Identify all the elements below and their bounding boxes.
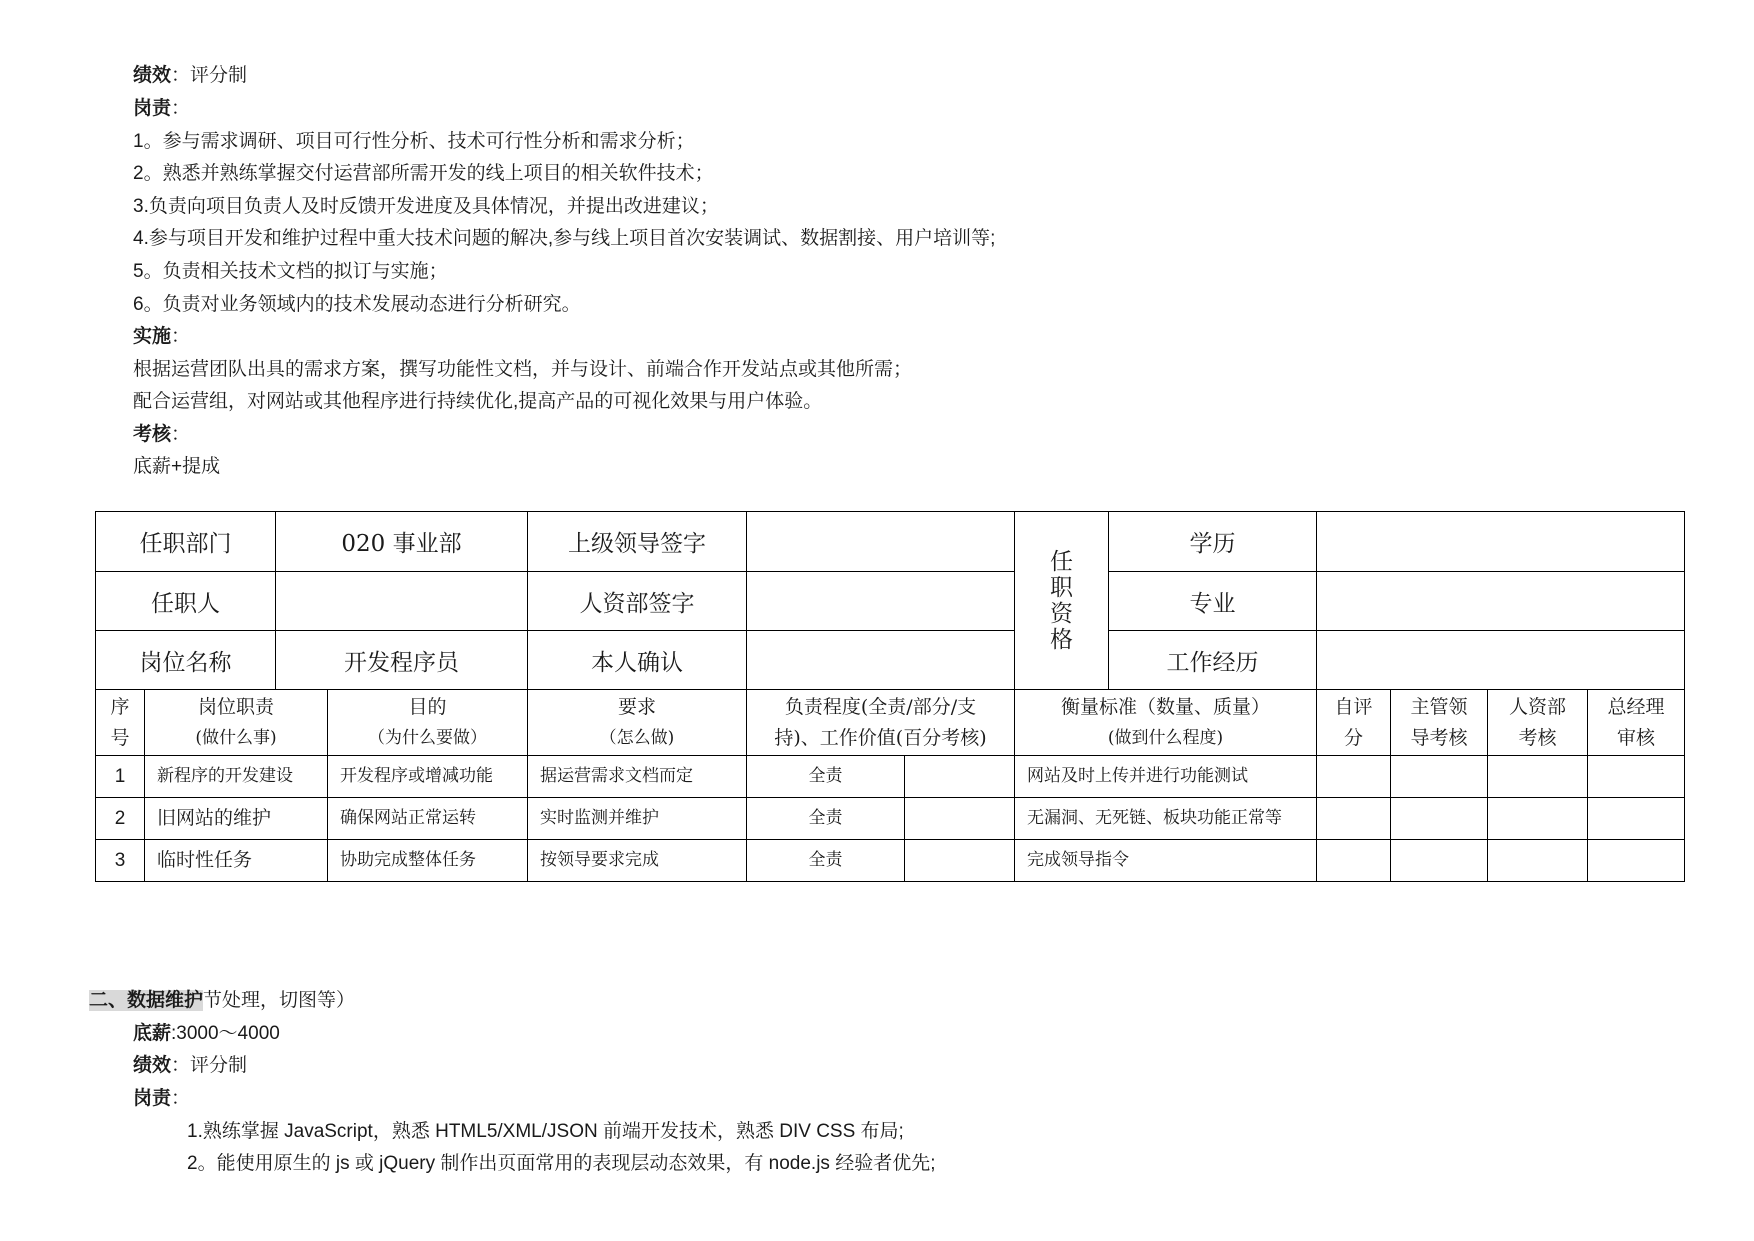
row-purpose: 协助完成整体任务 bbox=[328, 840, 528, 882]
assess-colon: ： bbox=[171, 424, 191, 445]
header-purpose-line1: 目的 bbox=[408, 695, 447, 718]
header-self-eval-line1: 自评 bbox=[1334, 695, 1373, 718]
row-hr-field[interactable] bbox=[1488, 840, 1588, 882]
perf-line bbox=[133, 60, 247, 92]
row-self-eval-field[interactable] bbox=[1317, 798, 1391, 840]
row-self-eval-field[interactable] bbox=[1317, 840, 1391, 882]
section2-duty-heading bbox=[133, 1083, 190, 1115]
header-no-line1: 序 bbox=[110, 695, 130, 718]
duty-item: 4.参与项目开发和维护过程中重大技术问题的解决,参与线上项目首次安装调试、数据割接、用户培训等; bbox=[133, 228, 996, 249]
edu-label: 学历 bbox=[1109, 512, 1317, 572]
row-no: 3 bbox=[96, 840, 145, 882]
header-self-eval bbox=[1317, 690, 1391, 756]
header-hr-line1: 人资部 bbox=[1508, 695, 1566, 718]
header-no-line2: 号 bbox=[110, 726, 130, 749]
row-supervisor-field[interactable] bbox=[1391, 756, 1488, 798]
duty-item: 2。熟悉并熟练掌握交付运营部所需开发的线上项目的相关软件技术； bbox=[133, 163, 714, 184]
header-resp-line1: 负责程度(全责/部分/支 bbox=[784, 695, 977, 718]
row-responsibility: 全责 bbox=[747, 840, 905, 882]
row-no: 1 bbox=[96, 756, 145, 798]
row-gm-field[interactable] bbox=[1588, 798, 1685, 840]
post-value: 开发程序员 bbox=[276, 631, 528, 690]
table-row bbox=[96, 756, 1685, 798]
row-supervisor-field[interactable] bbox=[1391, 840, 1488, 882]
duty-heading bbox=[133, 93, 190, 125]
row-hr-field[interactable] bbox=[1488, 798, 1588, 840]
impl-heading bbox=[133, 321, 190, 353]
header-supervisor-line2: 导考核 bbox=[1410, 726, 1468, 749]
self-confirm-field[interactable] bbox=[747, 631, 1015, 690]
impl-label: 实施 bbox=[133, 326, 172, 347]
assess-label: 考核 bbox=[133, 424, 172, 445]
header-require-line2: （怎么做) bbox=[599, 727, 675, 748]
exp-field[interactable] bbox=[1317, 631, 1685, 690]
row-duty: 旧网站的维护 bbox=[145, 798, 328, 840]
person-label: 任职人 bbox=[96, 572, 276, 631]
self-confirm-label: 本人确认 bbox=[528, 631, 747, 690]
post-label: 岗位名称 bbox=[96, 631, 276, 690]
header-require-line1: 要求 bbox=[617, 695, 656, 718]
row-measure: 完成领导指令 bbox=[1015, 840, 1317, 882]
perf-label: 绩效 bbox=[133, 65, 172, 86]
section2-title: 二、数据维护 bbox=[89, 990, 204, 1011]
impl-item: 根据运营团队出具的需求方案，撰写功能性文档，并与设计、前端合作开发站点或其他所需； bbox=[133, 359, 913, 380]
row-require: 实时监测并维护 bbox=[528, 798, 747, 840]
qualification-text: 任职资格 bbox=[1050, 548, 1073, 653]
header-measure bbox=[1015, 690, 1317, 756]
header-self-eval-line2: 分 bbox=[1343, 726, 1363, 749]
salary-label: 底薪 bbox=[133, 1023, 172, 1044]
section2-duty-label: 岗责 bbox=[133, 1088, 172, 1109]
row-responsibility: 全责 bbox=[747, 798, 905, 840]
hr-sign-field[interactable] bbox=[747, 572, 1015, 631]
exp-label: 工作经历 bbox=[1109, 631, 1317, 690]
table-row bbox=[96, 840, 1685, 882]
header-supervisor bbox=[1391, 690, 1488, 756]
section2-perf-value: ：评分制 bbox=[171, 1055, 248, 1076]
dept-value: 020 事业部 bbox=[276, 512, 528, 572]
impl-item: 配合运营组，对网站或其他程序进行持续优化,提高产品的可视化效果与用户体验。 bbox=[133, 391, 823, 412]
leader-sign-label: 上级领导签字 bbox=[528, 512, 747, 572]
row-measure: 无漏洞、无死链、板块功能正常等 bbox=[1015, 798, 1317, 840]
header-hr bbox=[1488, 690, 1588, 756]
header-resp-line2: 持)、工作价值(百分考核) bbox=[774, 726, 987, 749]
header-duty bbox=[145, 690, 328, 756]
hr-sign-label: 人资部签字 bbox=[528, 572, 747, 631]
perf-value: ：评分制 bbox=[171, 65, 248, 86]
row-duty: 新程序的开发建设 bbox=[145, 756, 328, 798]
row-value-field[interactable] bbox=[905, 840, 1015, 882]
row-value-field[interactable] bbox=[905, 798, 1015, 840]
duty-item: 6。负责对业务领域内的技术发展动态进行分析研究。 bbox=[133, 294, 581, 315]
leader-sign-field[interactable] bbox=[747, 512, 1015, 572]
header-responsibility bbox=[747, 690, 1015, 756]
section2-perf-line bbox=[133, 1050, 247, 1082]
row-no: 2 bbox=[96, 798, 145, 840]
dept-label: 任职部门 bbox=[96, 512, 276, 572]
person-field[interactable] bbox=[276, 572, 528, 631]
duty-label: 岗责 bbox=[133, 98, 172, 119]
row-self-eval-field[interactable] bbox=[1317, 756, 1391, 798]
impl-colon: ： bbox=[171, 326, 191, 347]
row-purpose: 开发程序或增减功能 bbox=[328, 756, 528, 798]
salary-value: :3000～4000 bbox=[171, 1023, 280, 1044]
row-supervisor-field[interactable] bbox=[1391, 798, 1488, 840]
section2-title-rest: 节处理，切图等） bbox=[203, 990, 356, 1011]
header-hr-line2: 考核 bbox=[1518, 726, 1557, 749]
qualification-label bbox=[1015, 512, 1109, 690]
header-gm-line1: 总经理 bbox=[1607, 695, 1665, 718]
row-hr-field[interactable] bbox=[1488, 756, 1588, 798]
row-purpose: 确保网站正常运转 bbox=[328, 798, 528, 840]
row-require: 按领导要求完成 bbox=[528, 840, 747, 882]
header-gm-line2: 审核 bbox=[1616, 726, 1655, 749]
job-description-table bbox=[95, 511, 1685, 882]
row-value-field[interactable] bbox=[905, 756, 1015, 798]
section2-duty-colon: ： bbox=[171, 1088, 191, 1109]
header-measure-line1: 衡量标准（数量、质量） bbox=[1060, 695, 1270, 718]
row-require: 据运营需求文档而定 bbox=[528, 756, 747, 798]
table-row bbox=[96, 798, 1685, 840]
salary-line bbox=[133, 1018, 280, 1050]
header-supervisor-line1: 主管领 bbox=[1410, 695, 1468, 718]
header-gm bbox=[1588, 690, 1685, 756]
section2-heading bbox=[89, 985, 355, 1017]
section2-duty-item: 2。能使用原生的 js 或 jQuery 制作出页面常用的表现层动态效果，有 node.js 经验者优先; bbox=[187, 1153, 936, 1174]
duty-item: 3.负责向项目负责人及时反馈开发进度及具体情况，并提出改进建议； bbox=[133, 196, 719, 217]
row-gm-field[interactable] bbox=[1588, 840, 1685, 882]
header-duty-line1: 岗位职责 bbox=[197, 695, 274, 718]
header-require bbox=[528, 690, 747, 756]
header-duty-line2: (做什么事) bbox=[195, 727, 277, 748]
section2-duty-item: 1.熟练掌握 JavaScript，熟悉 HTML5/XML/JSON 前端开发技术，熟悉 DIV CSS 布局; bbox=[187, 1121, 904, 1142]
major-field[interactable] bbox=[1317, 572, 1685, 631]
header-measure-line2: (做到什么程度) bbox=[1107, 727, 1224, 748]
row-gm-field[interactable] bbox=[1588, 756, 1685, 798]
duty-item: 5。负责相关技术文档的拟订与实施； bbox=[133, 261, 448, 282]
major-label: 专业 bbox=[1109, 572, 1317, 631]
duty-colon: ： bbox=[171, 98, 191, 119]
section2-perf-label: 绩效 bbox=[133, 1055, 172, 1076]
header-no bbox=[96, 690, 145, 756]
duty-item: 1。参与需求调研、项目可行性分析、技术可行性分析和需求分析； bbox=[133, 131, 695, 152]
edu-field[interactable] bbox=[1317, 512, 1685, 572]
table-header-row bbox=[96, 690, 1685, 756]
header-purpose-line2: （为什么要做） bbox=[368, 727, 487, 748]
header-purpose bbox=[328, 690, 528, 756]
row-measure: 网站及时上传并进行功能测试 bbox=[1015, 756, 1317, 798]
assess-value: 底薪+提成 bbox=[133, 456, 221, 477]
row-responsibility: 全责 bbox=[747, 756, 905, 798]
assess-heading bbox=[133, 419, 190, 451]
row-duty: 临时性任务 bbox=[145, 840, 328, 882]
